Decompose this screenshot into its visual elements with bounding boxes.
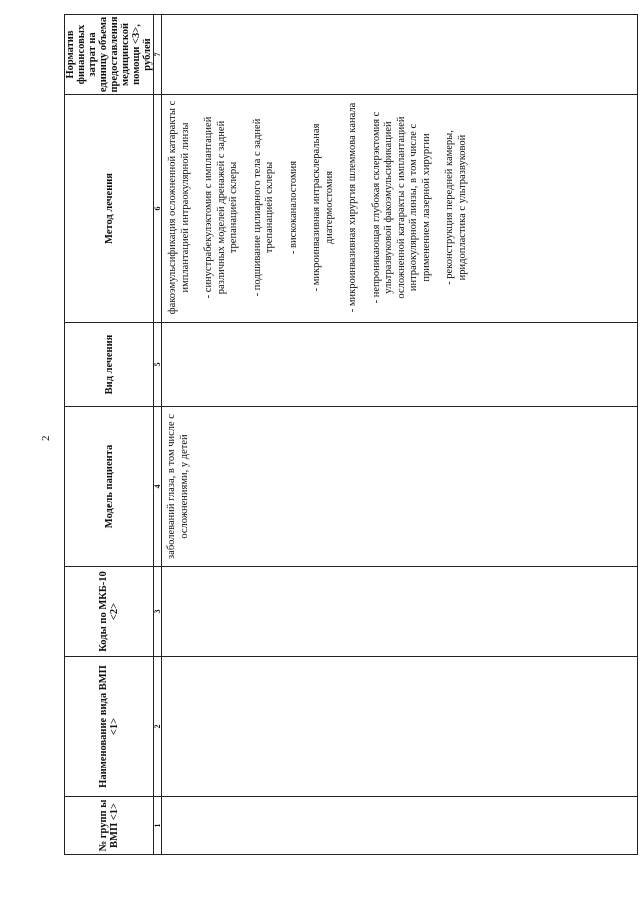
method-item: - реконструкция передней камеры, иридопластика с ультразвуковой <box>444 130 468 285</box>
header-group-number: № групп ы ВМП <1> <box>65 797 154 855</box>
page-number: 2 <box>40 435 52 441</box>
table-row <box>162 15 638 855</box>
method-item: - подшивание цилиарного тела с задней трепанацией склеры <box>251 118 275 297</box>
cell-treatment-method <box>162 95 638 323</box>
rotated-table-container <box>64 15 638 855</box>
cell-patient-model <box>162 407 638 567</box>
method-item: - микроинвазивная хирургия шлеммова канала <box>347 102 358 313</box>
method-item: факоэмульсификация осложненной катаракты с имплантацией интраокулярной линзы <box>167 100 191 315</box>
column-number-row <box>154 15 162 855</box>
cell-icd-codes <box>162 567 638 657</box>
method-list <box>162 95 469 322</box>
vmp-table <box>64 14 638 855</box>
column-number: 1 <box>154 797 162 855</box>
method-item: - вискоканалостомия <box>287 160 299 255</box>
column-number: 5 <box>154 323 162 407</box>
cell-vmp-name <box>162 657 638 797</box>
column-number: 7 <box>154 15 162 95</box>
method-item: - непроникающая глубокая склерэктомия с ультразвуковой факоэмульсификацией осложненной катаракты с имплантацией интраокулярной линзы, в том числе с применением лазерной хирургии <box>370 111 432 304</box>
cell-treatment-type <box>162 323 638 407</box>
column-number: 3 <box>154 567 162 657</box>
cell-group <box>162 797 638 855</box>
column-number: 4 <box>154 407 162 567</box>
patient-model-text: заболеваний глаза, в том числе с осложнениями, у детей <box>166 414 190 559</box>
header-patient-model: Модель пациента <box>65 407 154 567</box>
column-number: 6 <box>154 95 162 323</box>
header-treatment-method: Метод лечения <box>65 95 154 323</box>
header-icd-codes: Коды по МКБ-10 <2> <box>65 567 154 657</box>
method-item: - синустрабекулэктомия с имплантацией различных моделей дренажей с задней трепанацией склеры <box>203 116 239 299</box>
cell-cost-norm <box>162 15 638 95</box>
method-item: - микроинвазивная интрасклеральная диатермостомия <box>311 123 335 292</box>
header-cost-norm: Норматив финансовых затрат на единицу объема предоставления медицинской помощи <3>, рублей <box>65 16 153 93</box>
header-vmp-name: Наименование вида ВМП <1> <box>65 657 154 797</box>
header-treatment-type: Вид лечения <box>65 323 154 407</box>
column-number: 2 <box>154 657 162 797</box>
header-row <box>65 15 154 855</box>
